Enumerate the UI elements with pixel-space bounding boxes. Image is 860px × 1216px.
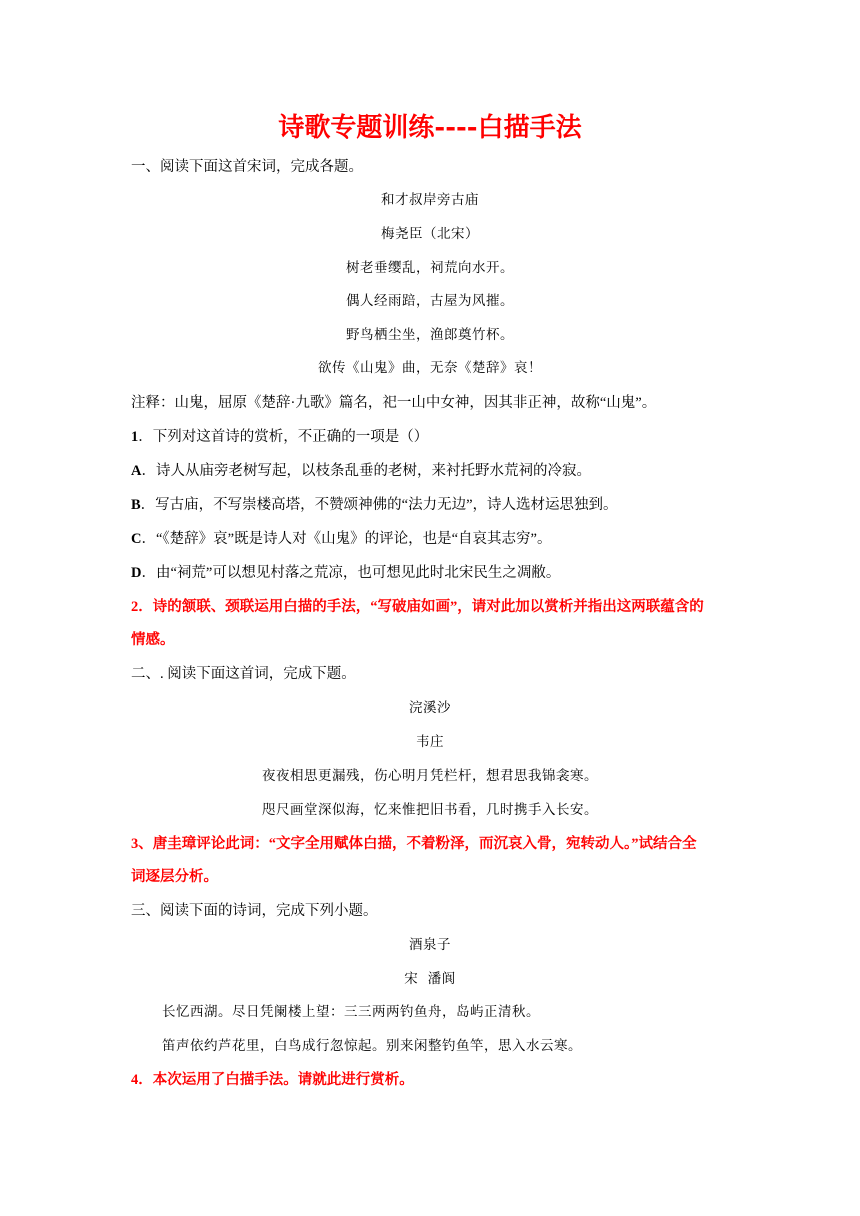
- question-2-line-2: 情感。: [131, 632, 175, 648]
- question-2-line-1: 2．诗的颔联、颈联运用白描的手法，“写破庙如画”，请对此加以赏析并指出这两联蕴含的: [131, 599, 704, 615]
- poem-2-line: 咫尺画堂深似海，忆来惟把旧书看，几时携手入长安。: [262, 802, 598, 818]
- poem-1-line: 偶人经雨踣，古屋为风摧。: [346, 293, 514, 309]
- poem-2-title: 浣溪沙: [409, 700, 451, 716]
- page-title: 诗歌专题训练----白描手法: [278, 113, 582, 143]
- section-2-heading: 二、. 阅读下面这首词，完成下题。: [131, 666, 356, 682]
- poem-1-line: 欲传《山鬼》曲，无奈《楚辞》哀！: [318, 360, 542, 376]
- option-d: [131, 563, 771, 583]
- poem-2-author: 韦庄: [416, 734, 444, 750]
- question-3-line-1: 3、唐圭璋评论此词：“文字全用赋体白描，不着粉泽，而沉哀入骨，宛转动人。”试结合全: [131, 836, 697, 852]
- option-text: ．诗人从庙旁老树写起，以枝条乱垂的老树，来衬托野水荒祠的冷寂。: [141, 463, 591, 479]
- option-c: [131, 529, 771, 549]
- poem-3-author: 宋 潘阆: [404, 971, 456, 987]
- option-text: ．“《楚辞》哀”既是诗人对《山鬼》的评论，也是“自哀其志穷”。: [141, 531, 552, 547]
- section-3-heading: 三、阅读下面的诗词，完成下列小题。: [131, 903, 378, 919]
- poem-1-line: 树老垂缨乱，祠荒向水开。: [346, 260, 514, 276]
- option-letter: D: [131, 565, 142, 581]
- question-1: [131, 427, 771, 447]
- question-3-line-2: 词逐层分析。: [131, 869, 218, 885]
- poem-1-line: 野鸟栖尘坐，渔郎奠竹杯。: [346, 327, 514, 343]
- option-b: [131, 495, 771, 515]
- option-letter: B: [131, 497, 141, 513]
- poem-3-line: 长忆西湖。尽日凭阑楼上望：三三两两钓鱼舟，岛屿正清秋。: [162, 1004, 540, 1020]
- question-1-number: 1: [131, 429, 139, 445]
- option-letter: C: [131, 531, 142, 547]
- poem-1-title: 和才叔岸旁古庙: [381, 192, 479, 208]
- option-a: [131, 461, 771, 481]
- section-1-heading: 一、阅读下面这首宋词，完成各题。: [131, 159, 363, 175]
- poem-2-line: 夜夜相思更漏残，伤心明月凭栏杆，想君思我锦衾寒。: [262, 768, 598, 784]
- poem-3-line: 笛声依约芦花里，白鸟成行忽惊起。别来闲整钓鱼竿，思入水云寒。: [162, 1038, 582, 1054]
- question-1-text: ．下列对这首诗的赏析，不正确的一项是（）: [138, 429, 429, 445]
- option-letter: A: [131, 463, 142, 479]
- poem-1-author: 梅尧臣（北宋）: [381, 226, 479, 242]
- poem-3-title: 酒泉子: [409, 937, 451, 953]
- poem-1-note: 注释：山鬼，屈原《楚辞·九歌》篇名，祀一山中女神，因其非正神，故称“山鬼”。: [131, 395, 657, 411]
- option-text: ．写古庙，不写崇楼高塔，不赞颂神佛的“法力无边”，诗人选材运思独到。: [140, 497, 618, 513]
- option-text: ．由“祠荒”可以想见村落之荒凉，也可想见此时北宋民生之凋敝。: [141, 565, 561, 581]
- question-4: 4．本次运用了白描手法。请就此进行赏析。: [131, 1072, 414, 1088]
